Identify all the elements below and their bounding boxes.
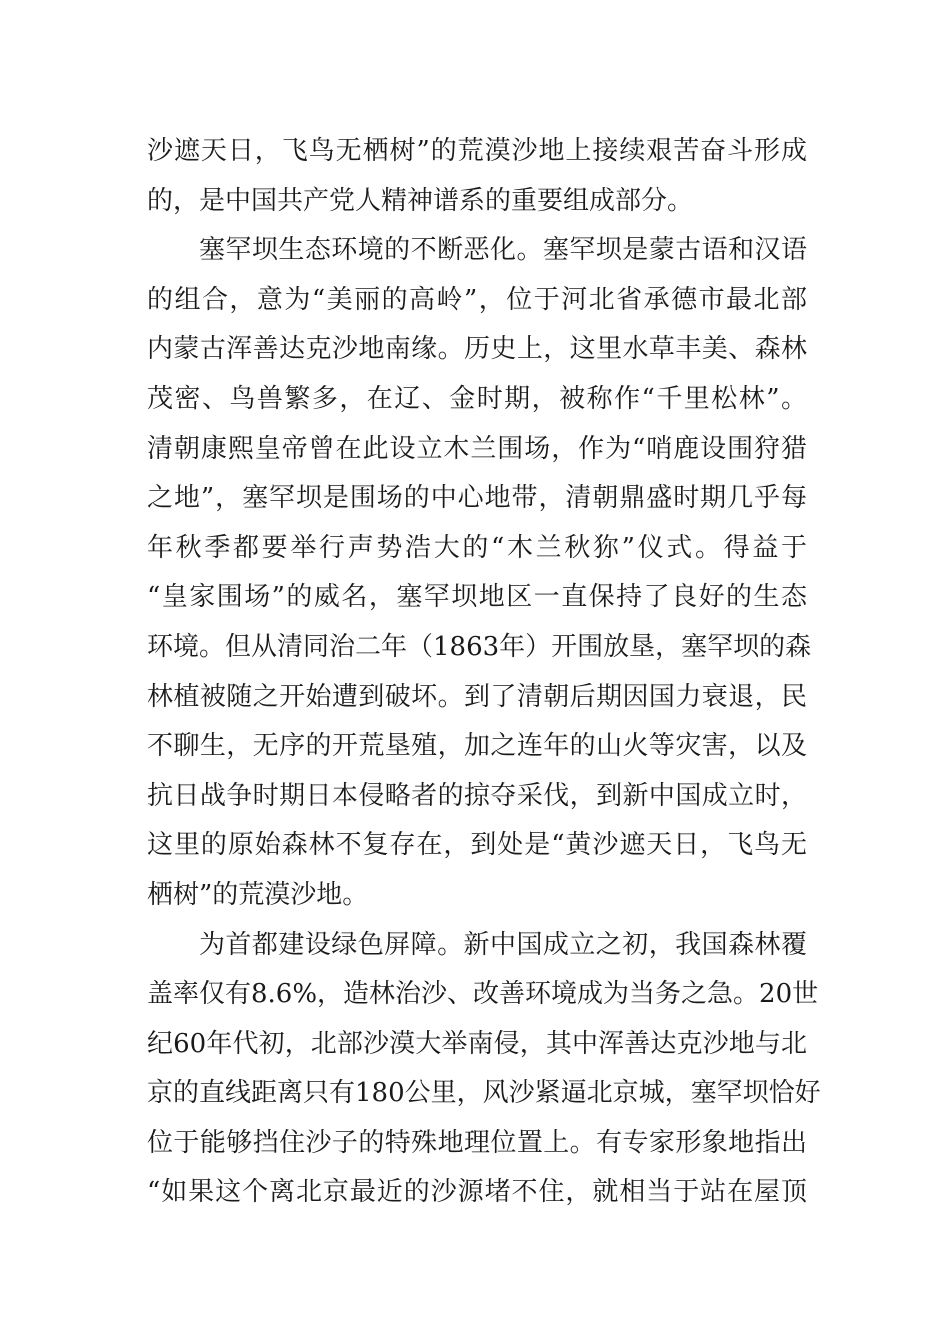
- text-line: 的，是中国共产党人精神谱系的重要组成部分。: [147, 185, 694, 216]
- document-body: [147, 127, 821, 1218]
- text-line: 不聊生，无序的开荒垦殖，加之连年的山火等灾害，以及: [147, 731, 807, 762]
- text-line: 纪60年代初，北部沙漠大举南侵，其中浑善达克沙地与北: [147, 1028, 807, 1059]
- paragraph-first-line: 为首都建设绿色屏障。新中国成立之初，我国森林覆: [199, 929, 807, 960]
- text-line: 沙遮天日，飞鸟无栖树”的荒漠沙地上接续艰苦奋斗形成: [147, 136, 807, 166]
- paragraph-first-line: 塞罕坝生态环境的不断恶化。塞罕坝是蒙古语和汉语: [199, 235, 807, 266]
- text-line: 内蒙古浑善达克沙地南缘。历史上，这里水草丰美、森林: [147, 334, 807, 365]
- text-line: 的组合，意为“美丽的高岭”，位于河北省承德市最北部: [147, 284, 807, 315]
- text-line: 京的直线距离只有180公里，风沙紧逼北京城，塞罕坝恰好: [147, 1078, 821, 1109]
- text-line: “如果这个离北京最近的沙源堵不住，就相当于站在屋顶: [147, 1177, 807, 1208]
- text-line: 这里的原始森林不复存在，到处是“黄沙遮天日，飞鸟无: [147, 830, 807, 861]
- text-line: 清朝康熙皇帝曾在此设立木兰围场，作为“哨鹿设围狩猎: [147, 433, 807, 464]
- text-line: 林植被随之开始遭到破坏。到了清朝后期因国力衰退，民: [147, 681, 807, 712]
- text-line: “皇家围场”的威名，塞罕坝地区一直保持了良好的生态: [147, 582, 807, 613]
- text-line: 栖树”的荒漠沙地。: [147, 879, 369, 910]
- text-line: 位于能够挡住沙子的特殊地理位置上。有专家形象地指出: [147, 1127, 807, 1158]
- text-line: 盖率仅有8.6%，造林治沙、改善环境成为当务之急。20世: [147, 979, 819, 1010]
- text-line: 环境。但从清同治二年（1863年）开围放垦，塞罕坝的森: [147, 631, 812, 662]
- text-line: 抗日战争时期日本侵略者的掠夺采伐，到新中国成立时，: [147, 780, 807, 811]
- text-line: 之地”，塞罕坝是围场的中心地带，清朝鼎盛时期几乎每: [147, 483, 807, 514]
- text-line: 年秋季都要举行声势浩大的“木兰秋狝”仪式。得益于: [147, 532, 807, 563]
- text-line: 茂密、鸟兽繁多，在辽、金时期，被称作“千里松林”。: [147, 383, 807, 414]
